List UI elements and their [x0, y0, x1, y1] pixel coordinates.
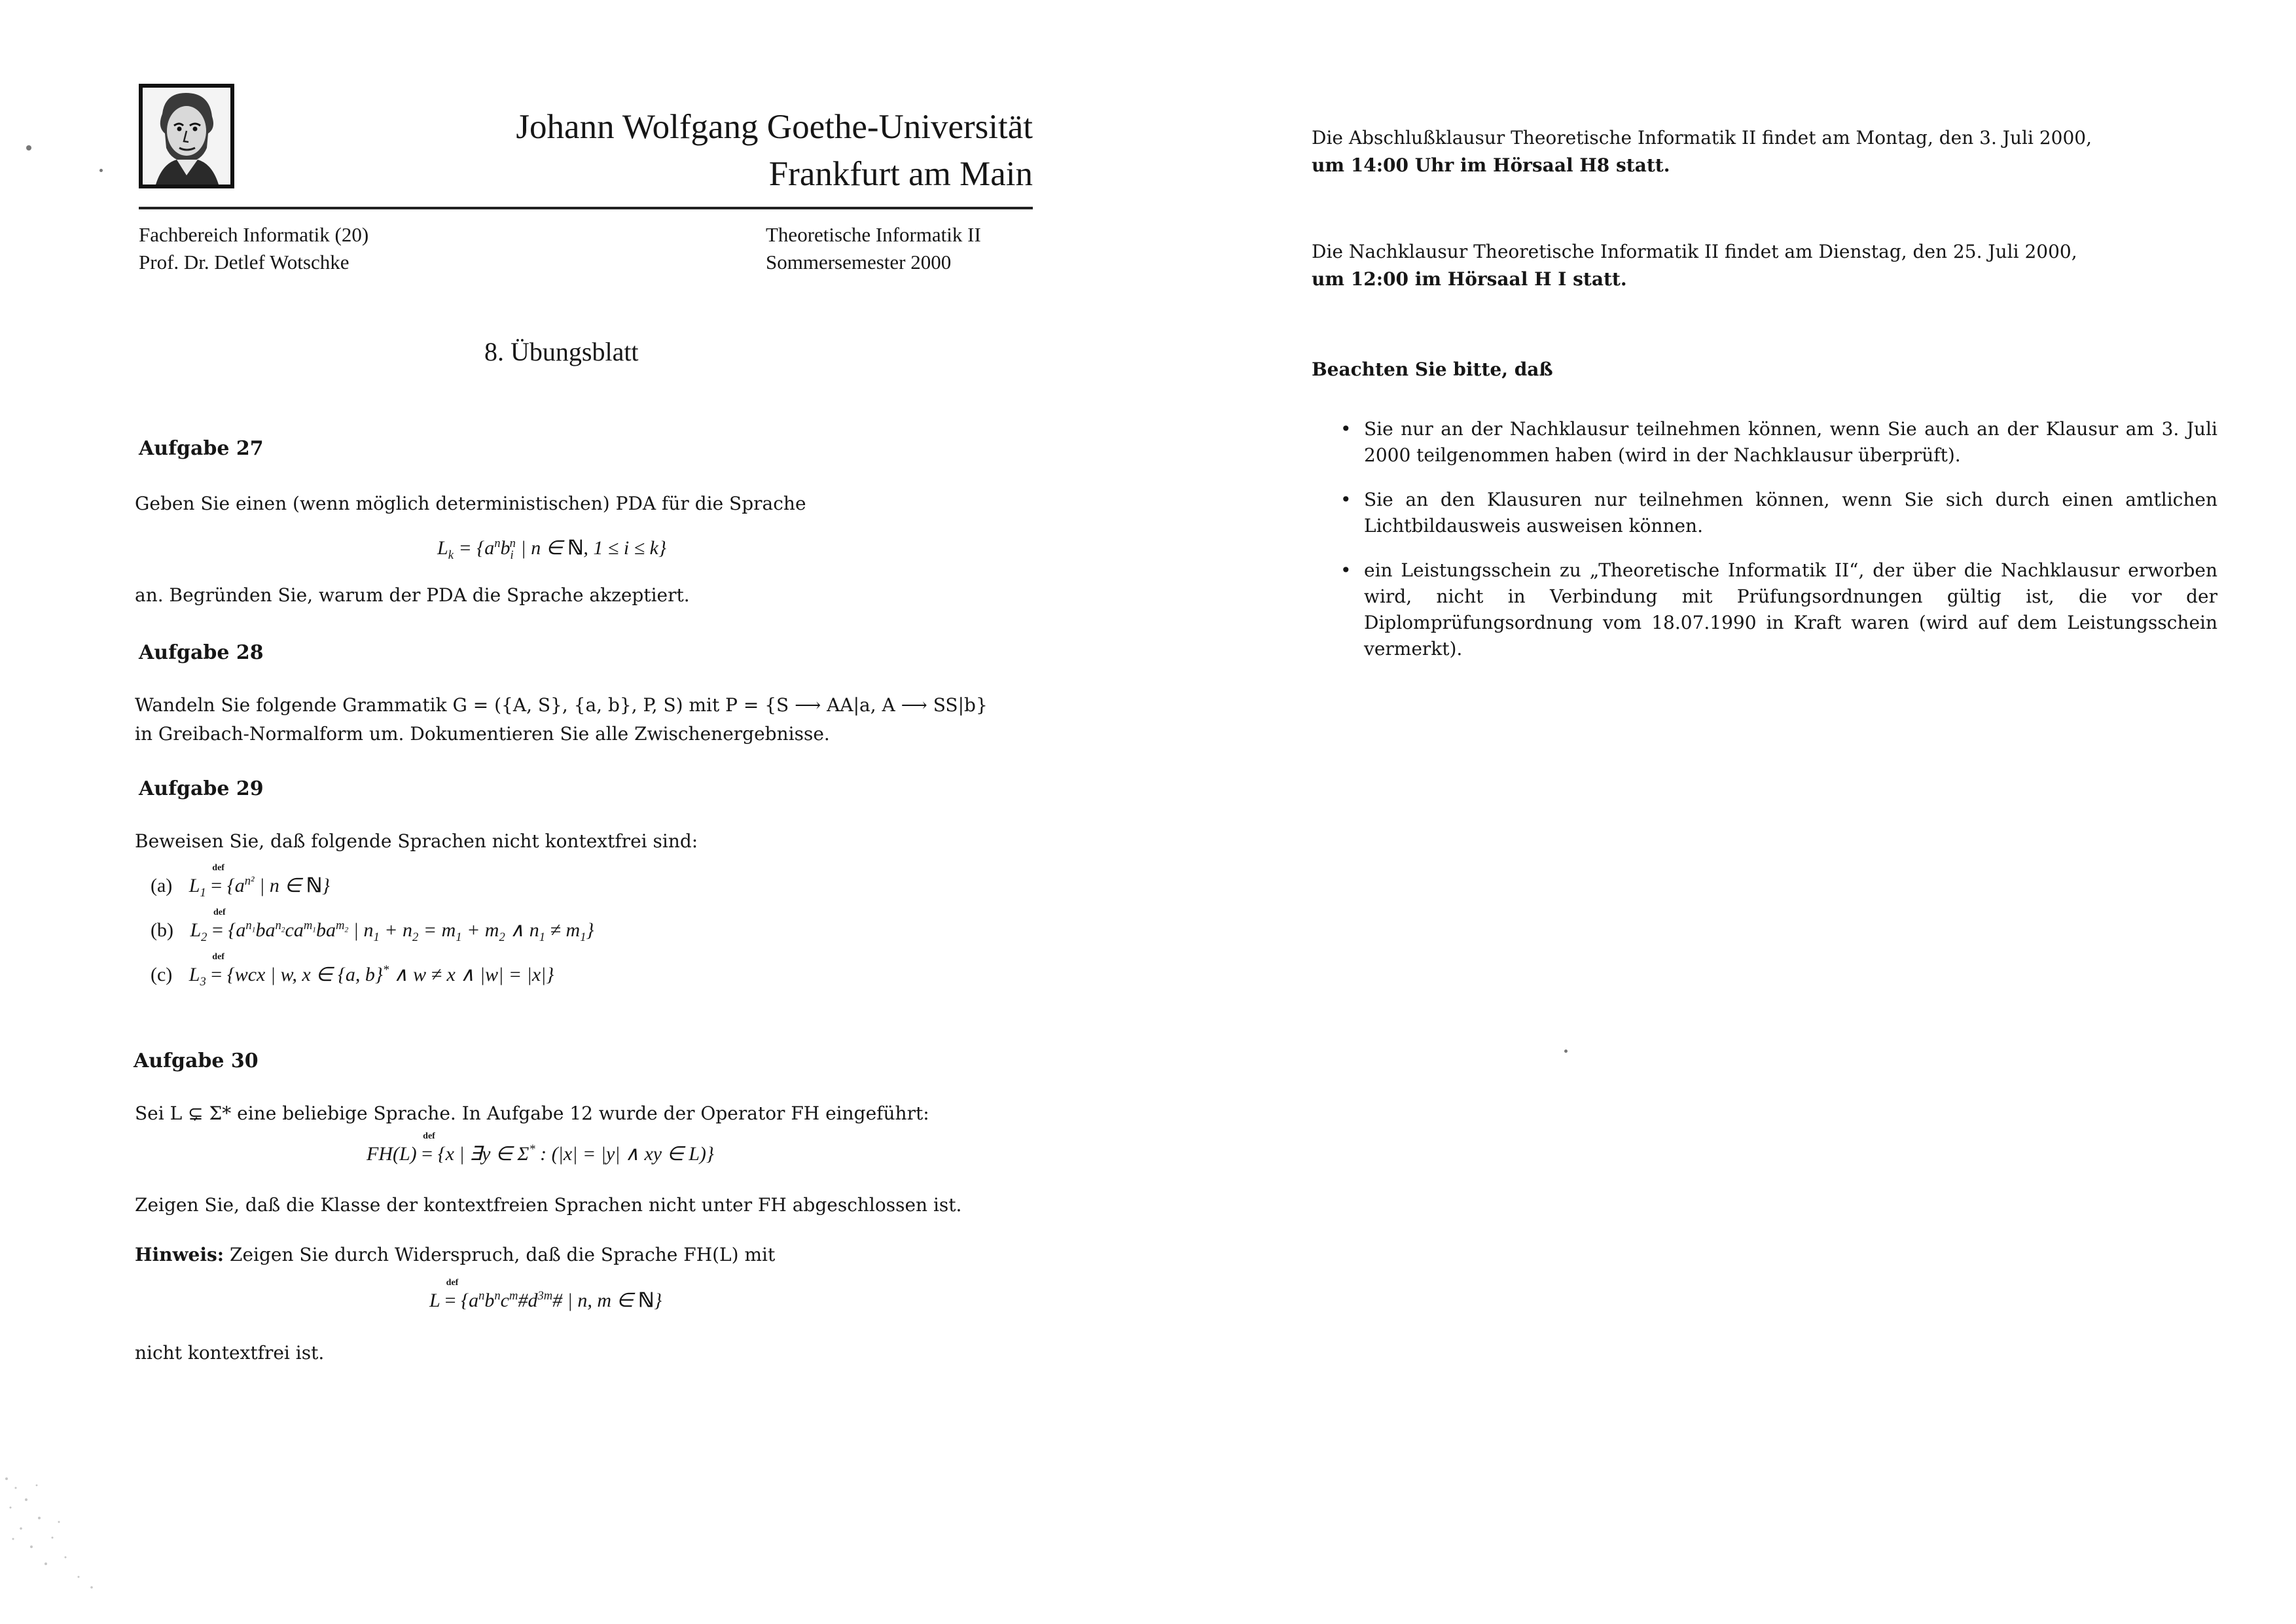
item-label: (a): [151, 875, 173, 896]
retake-notice-line-2: um 12:00 im Hörsaal H I statt.: [1312, 268, 1627, 290]
scan-speck: [26, 145, 31, 150]
hint-text: Zeigen Sie durch Widerspruch, daß die Sprache FH(L) mit: [230, 1244, 776, 1265]
task-27-intro: Geben Sie einen (wenn möglich deterministischen) PDA für die Sprache: [135, 493, 806, 514]
university-city: Frankfurt am Main: [768, 155, 1033, 193]
task-30-hint-formula: L def = {$a^nb^nc^m\#d^{3m}\#$ | n, m ∈ ℕ}: [429, 1278, 662, 1311]
bullet-icon: •: [1340, 489, 1352, 510]
task-29-intro: Beweisen Sie, daß folgende Sprachen nicht kontextfrei sind:: [135, 830, 698, 852]
item-label: (b): [151, 919, 173, 941]
task-28-heading: Aufgabe 28: [139, 641, 264, 664]
attention-heading: Beachten Sie bitte, daß: [1312, 359, 1553, 380]
conditions-list: [1340, 416, 2217, 680]
exam-notice-line-1: Die Abschlußklausur Theoretische Informatik II findet am Montag, den 3. Juli 2000,: [1312, 127, 2092, 149]
exam-notice-line-2: um 14:00 Uhr im Hörsaal H8 statt.: [1312, 154, 1670, 176]
exam-notice: [1312, 124, 2215, 179]
task-27-formula: $L_k = \{a^nb_i^n$ | n ∈ ℕ, 1 ≤ i ≤ k}: [437, 537, 666, 562]
university-name: Johann Wolfgang Goethe-Universität: [516, 108, 1033, 146]
goethe-portrait-logo: [139, 84, 234, 188]
task-29-item-c: (c) $L_3$ def = {wcx | w, x ∈ {a, b}* ∧ w ≠ x ∧ |w| = |x|}: [151, 952, 554, 989]
list-item: • Sie an den Klausuren nur teilnehmen können, wenn Sie sich durch einen amtlichen Lichtbildausweis ausweisen können.: [1340, 487, 2217, 539]
semester: Sommersemester 2000: [766, 251, 952, 274]
department: Fachbereich Informatik (20): [139, 223, 369, 246]
course-block: [766, 221, 981, 276]
sheet-title: 8. Übungsblatt: [484, 337, 639, 366]
scan-speck: [99, 169, 103, 172]
scan-speck: [1564, 1050, 1568, 1053]
department-block: [139, 221, 368, 276]
professor: Prof. Dr. Detlef Wotschke: [139, 251, 350, 274]
bullet-icon: •: [1340, 559, 1352, 581]
task-28-line-1: Wandeln Sie folgende Grammatik G = ({A, S}, {a, b}, P, S) mit P = {S ⟶ AA|a, A ⟶ SS|b}: [135, 694, 988, 716]
header-rule: [139, 207, 1033, 209]
portrait-icon: [143, 88, 230, 185]
task-27-outro: an. Begründen Sie, warum der PDA die Sprache akzeptiert.: [135, 584, 690, 606]
task-30-intro: Sei L ⊊ Σ* eine beliebige Sprache. In Aufgabe 12 wurde der Operator FH eingeführt:: [135, 1103, 929, 1124]
task-30-closing: nicht kontextfrei ist.: [135, 1342, 325, 1364]
item-label: (c): [151, 964, 173, 985]
task-30-claim: Zeigen Sie, daß die Klasse der kontextfreien Sprachen nicht unter FH abgeschlossen ist.: [135, 1194, 962, 1216]
hint-label: Hinweis:: [135, 1244, 224, 1265]
task-29-heading: Aufgabe 29: [139, 777, 264, 800]
task-29-item-b: (b) $L_2$ def = {$a^{n_1}ba^{n_2}ca^{m_1}ba^{m_2}$ | $n_1 + n_2 = m_1 + m_2$ ∧ $n_1 \ne m_1$}: [151, 908, 594, 944]
retake-notice: [1312, 238, 2215, 293]
task-30-formula: FH(L) def = {x | ∃y ∈ Σ* : (|x| = |y| ∧ xy ∈ L)}: [367, 1131, 714, 1165]
task-27-heading: Aufgabe 27: [139, 437, 264, 460]
course-name: Theoretische Informatik II: [766, 223, 981, 246]
scan-noise: [0, 1466, 131, 1610]
task-30-hint: [135, 1241, 775, 1269]
list-item: • ein Leistungsschein zu „Theoretische Informatik II“, der über die Nachklausur erworben wird, nicht in Verbindung mit Prüfungsordnungen gültig ist, die vor der Diplomprüfungsordnung vom 18.07.1990 in Kraft waren (wird auf dem Leistungsschein vermerkt).: [1340, 557, 2217, 662]
task-30-heading: Aufgabe 30: [134, 1050, 259, 1072]
retake-notice-line-1: Die Nachklausur Theoretische Informatik II findet am Dienstag, den 25. Juli 2000,: [1312, 241, 2077, 262]
task-28-line-2: in Greibach-Normalform um. Dokumentieren Sie alle Zwischenergebnisse.: [135, 723, 830, 745]
list-item: • Sie nur an der Nachklausur teilnehmen können, wenn Sie auch an der Klausur am 3. Juli 2000 teilgenommen haben (wird in der Nachklausur überprüft).: [1340, 416, 2217, 468]
task-28-text: [135, 691, 1038, 749]
task-29-item-a: (a) $L_1$ def = {$a^{n^2}$ | n ∈ ℕ}: [151, 863, 330, 900]
bullet-icon: •: [1340, 418, 1352, 440]
